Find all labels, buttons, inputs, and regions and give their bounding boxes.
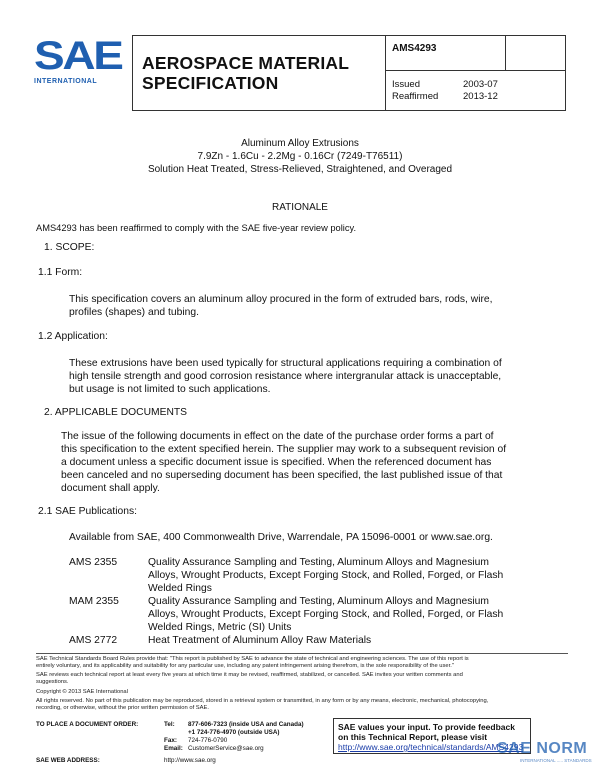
paragraph-line: document shall apply. [61, 483, 160, 494]
tel-value: 877-606-7323 (inside USA and Canada) [188, 721, 304, 728]
reaffirmed-value: 2013-12 [463, 91, 498, 102]
section-heading: 1.1 Form: [38, 267, 83, 278]
subject-line: Aluminum Alloy Extrusions [241, 138, 359, 149]
sae-logo [34, 34, 122, 86]
tel-value: +1 724-776-4970 (outside USA) [188, 729, 280, 736]
paragraph-line: The issue of the following documents in effect on the date of the purchase order forms a part of [61, 431, 494, 442]
fineprint-line: entirely voluntary, and its applicability and suitability for any particular use, including any patent infringement arising therefrom, is the sole responsibility of the user." [36, 663, 454, 669]
title-line: AEROSPACE MATERIAL [142, 53, 350, 73]
reference-title: Quality Assurance Sampling and Testing, Aluminum Alloys and Magnesium [148, 557, 489, 568]
fax-label: Fax: [164, 737, 177, 744]
section-heading: 1. SCOPE: [44, 242, 95, 253]
fineprint-line: SAE Technical Standards Board Rules provide that: "This report is published by SAE to advance the state of technical and engineering sciences. The use of this report is [36, 656, 469, 662]
header-divider [505, 35, 506, 71]
logo-text: SAE [34, 34, 122, 78]
order-label: TO PLACE A DOCUMENT ORDER: [36, 721, 139, 728]
watermark-subtext: INTERNATIONAL ..... STANDARDS [520, 758, 592, 763]
watermark-text: SAE NORM [497, 740, 588, 757]
paragraph-line: This specification covers an aluminum alloy procured in the form of extruded bars, rods, wire, [69, 294, 493, 305]
fineprint-line: All rights reserved. No part of this publication may be reproduced, stored in a retrieval system or transmitted, in any form or by any means, electronic, mechanical, photocopying, [36, 698, 489, 704]
reference-code: AMS 2772 [69, 635, 118, 646]
fineprint-line: SAE reviews each technical report at least every five years at which time it may be revised, reaffirmed, stabilized, or cancelled. SAE invites your written comments and [36, 672, 463, 678]
fax-value: 724-776-0790 [188, 737, 228, 744]
email-label: Email: [164, 745, 183, 752]
title-line: SPECIFICATION [142, 73, 279, 93]
issued-label: Issued [392, 79, 420, 90]
paragraph-line: These extrusions have been used typically for structural applications requiring a combination of [69, 358, 502, 369]
rationale-text: AMS4293 has been reaffirmed to comply with the SAE five-year review policy. [36, 223, 357, 233]
feedback-line: SAE values your input. To provide feedback [338, 722, 515, 732]
feedback-link[interactable]: http://www.sae.org/technical/standards/AMS4293 [338, 742, 524, 752]
issued-value: 2003-07 [463, 79, 498, 90]
subject-line: Solution Heat Treated, Stress-Relieved, Straightened, and Overaged [147, 164, 453, 175]
reaffirmed-label: Reaffirmed [392, 91, 439, 102]
reference-title: Welded Rings [148, 583, 212, 594]
header-divider [385, 35, 386, 111]
email-link[interactable]: CustomerService@sae.org [188, 745, 264, 752]
reference-code: AMS 2355 [69, 557, 118, 568]
reference-title: Alloys, Wrought Products, Except Forging Stock, and Rolled, Forged, or Flash [148, 609, 504, 620]
section-heading: 2.1 SAE Publications: [38, 506, 138, 517]
reference-title: Heat Treatment of Aluminum Alloy Raw Materials [148, 635, 372, 646]
paragraph-line: Available from SAE, 400 Commonwealth Drive, Warrendale, PA 15096-0001 or www.sae.org. [69, 532, 493, 543]
section-heading: 1.2 Application: [38, 331, 108, 342]
subject-line: 7.9Zn - 1.6Cu - 2.2Mg - 0.16Cr (7249-T76511) [197, 151, 403, 162]
paragraph-line: high tensile strength and good corrosion resistance where intergranular attack is unacceptable, [69, 371, 502, 382]
web-label: SAE WEB ADDRESS: [36, 757, 100, 764]
section-heading: 2. APPLICABLE DOCUMENTS [44, 407, 188, 418]
tel-label: Tel: [164, 721, 175, 728]
fineprint-line: recording, or otherwise, without the prior written permission of SAE. [36, 705, 210, 711]
document-type-title [142, 53, 349, 93]
reference-title: Quality Assurance Sampling and Testing, Aluminum Alloys and Magnesium [148, 596, 489, 607]
header-divider [385, 70, 565, 71]
copyright: Copyright © 2013 SAE International [36, 689, 128, 695]
paragraph-line: profiles (shapes) and tubing. [69, 307, 199, 318]
rationale-heading: RATIONALE [272, 202, 328, 213]
reference-title: Alloys, Wrought Products, Except Forging Stock, and Rolled, Forged, or Flash [148, 570, 504, 581]
reference-title: Welded Rings, Metric (SI) Units [148, 622, 292, 633]
paragraph-line: this specification to the extent specified herein. The supplier may work to a subsequent revision of [61, 444, 507, 455]
fineprint-line: suggestions. [36, 679, 69, 685]
paragraph-line: but usage is not limited to such applications. [69, 384, 271, 395]
paragraph-line: been canceled and no superseding document has been specified, the last published issue of that [61, 470, 503, 481]
logo-subtext: INTERNATIONAL [34, 78, 98, 85]
web-link[interactable]: http://www.sae.org [164, 757, 216, 764]
reference-code: MAM 2355 [69, 596, 119, 607]
document-number: AMS4293 [392, 43, 437, 54]
footer-divider [36, 653, 568, 654]
feedback-line: on this Technical Report, please visit [338, 732, 488, 742]
paragraph-line: a document unless a specific document issue is specified. When the referenced document has [61, 457, 492, 468]
